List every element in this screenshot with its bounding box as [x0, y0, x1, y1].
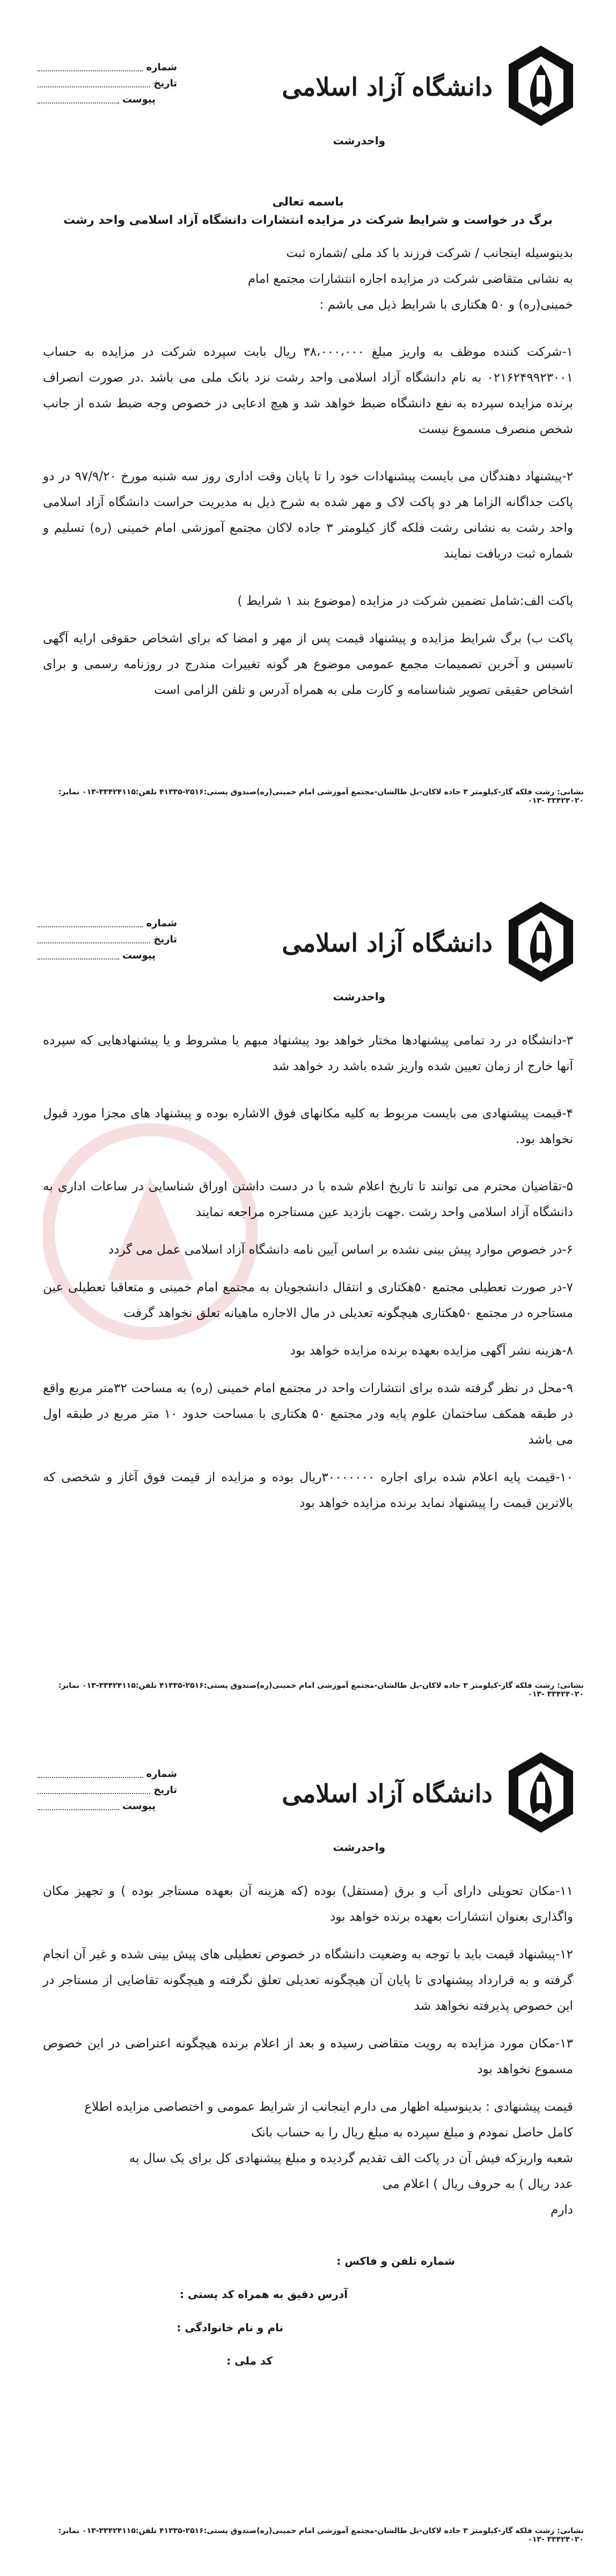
university-logo-icon [503, 43, 578, 129]
university-logo-icon [503, 899, 578, 985]
date-label: تاریخ [153, 933, 177, 945]
letter-body [43, 193, 573, 715]
letter-header [38, 1750, 578, 1857]
condition-item: ۵-تقاضیان محترم می توانند تا تاریخ اعلام شده با در دست داشتن اوراق شناسایی در ساعات اداری به دانشگاه آزاد اسلامی واحد رشت .جهت بازدید عین مستاجره مراجعه نمایند [43, 1180, 573, 1219]
address-label: آدرس دقیق به همراه کد پستی : [179, 2288, 348, 2301]
condition-item: ۶-در خصوص موارد پیش بینی نشده بر اساس آیین نامه دانشگاه آزاد اسلامی عمل می گردد [108, 1243, 573, 1257]
letter-header [38, 899, 578, 1006]
unit-name: واحدرشت [333, 1841, 385, 1854]
attachment-label: پیوست [122, 1800, 156, 1812]
number-label: شماره [146, 917, 177, 929]
date-label: تاریخ [153, 77, 177, 89]
condition-item: ۷-در صورت تعطیلی مجتمع ۵۰هکتاری و انتقال دانشجویان به مجتمع امام خمینی و متعاقبا تعطیلی عین مستاجره در مجتمع ۵۰هکتاری هیچگونه تعدیلی در مال الاجاره ماهیانه تعلق نخواهد گرفت [43, 1280, 573, 1320]
number-label: شماره [146, 61, 177, 73]
reference-box [38, 915, 177, 963]
condition-item: ۱۲-پیشنهاد قیمت باید با توجه به وضعیت دانشگاه در خصوص تعطیلی های پیش بینی شده و غیر آن انجام گرفته و به قرارداد پیشنهادی تا پایان آن هیچگونه تعدیلی تعلق نگرفته و هیچگونه تقاضایی از مستاجر در این خصوص پذیرفته نخواهد شد [43, 1948, 573, 2013]
condition-item: ۱۰-قیمت پایه اعلام شده برای اجاره ۳۰۰۰۰۰۰۰ریال بوده و مزایده از قیمت فوق آغاز و شخصی که بالاترین قیمت را پیشنهاد نماید برنده مزایده خواهد بود [43, 1470, 573, 1510]
offer-line: عدد ریال ) به حروف ریال ) اعلام می [382, 2177, 573, 2191]
offer-line: کامل حاصل نمودم و مبلغ سپرده به مبلغ ریال را به حساب بانک [251, 2126, 573, 2140]
condition-item: ۹-محل در نظر گرفته شده برای انتشارات واحد در مجتمع امام خمینی (ره) به مساحت ۳۲متر مربع واقع در طبقه همکف ساختمان علوم پایه ودر مجتمع ۵۰ هکتاری با مساحت حدود ۱۰ متر مربع در طبقه اول می باشد [43, 1381, 574, 1447]
intro-line: خمینی(ره) و ۵۰ هکتاری با شرایط ذیل می باشم : [319, 298, 573, 312]
condition-item: ۴-قیمت پیشنهادی می بایست مربوط به کلیه مکانهای فوق الاشاره بوده و پیشنهاد های مجزا مورد قبول نخواهد بود. [43, 1107, 573, 1146]
unit-name: واحدرشت [333, 134, 385, 147]
intro-line: به نشانی متقاضی شرکت در مزایده اجاره انتشارات مجتمع امام [247, 272, 573, 286]
letter-page-2 [0, 888, 616, 1736]
letter-body [43, 1028, 573, 1528]
envelope-b: پاکت ب) برگ شرایط مزایده و پیشنهاد قیمت پس از مهر و امضا که برای اشخاص حقوقی ارایه آگهی تاسیس و آخرین تصمیمات مجمع عمومی موضوع هر گونه تغییرات مندرج در روزنامه رسمی و برای اشخاص حقیقی تصویر شناسنامه و کارت ملی به همراه آدرس و تلفن الزامی است [43, 632, 573, 697]
intro-line: بدینوسیله اینجانب / شرکت فرزند با کد ملی /شماره ثبت [286, 246, 573, 260]
letter-salutation: باسمه تعالی [272, 195, 344, 209]
offer-line: شعبه واریزکه فیش آن در پاکت الف تقدیم گردیده و مبلغ پیشنهادی کل برای یک سال به [129, 2151, 573, 2165]
signature-block [43, 2244, 573, 2377]
letter-body [43, 1878, 573, 2377]
university-logo-icon [503, 1750, 578, 1835]
letter-header [38, 43, 578, 150]
unit-name: واحدرشت [333, 990, 385, 1003]
attachment-label: پیوست [122, 93, 156, 105]
condition-item: ۱۳-مکان مورد مزایده به رویت متقاضی رسیده و بعد از اعلام برنده هیچگونه اعتراضی در این خصوص مسموع نخواهد بود [43, 2037, 573, 2076]
university-name: دانشگاه آزاد اسلامی [282, 1779, 493, 1808]
letter-footer-address: نشانی: رشت فلکه گاز-کیلومتر ۳ جاده لاکان-بل طالشان-مجتمع آموزشی امام خمینی(ره)صندوق پستی:۲۵۱۶-۴۱۳۳۵ تلفن:۳۳۴۲۴۱۱۵-۰۱۳ نمابر: ۳۳۴۲۴۰۲۰ -۰۱۳ [58, 2527, 584, 2544]
offer-line: دارم [551, 2203, 573, 2217]
number-label: شماره [146, 1768, 177, 1780]
offer-line: قیمت پیشنهادی : بدینوسیله اظهار می دارم اینجانب از شرایط عمومی و اختصاصی مزایده اطلاع [84, 2100, 573, 2114]
national-id-label: کد ملی : [226, 2354, 273, 2367]
condition-item: ۲-پیشنهاد دهندگان می بایست پیشنهادات خود را تا پایان وقت اداری روز سه شنبه مورخ ۹۷/۹/۲۰ در دو پاکت جداگانه الزاما هر دو پاکت لاک و مهر شده به شرح ذیل به مدیریت حراست دانشگاه آزاد اسلامی واحد رشت به نشانی رشت فلکه گاز کیلومتر ۳ جاده لاکان مجتمع آموزشی امام خمینی (ره) تسلیم و شماره ثبت دریافت نمایند [43, 470, 573, 561]
letter-page-3 [0, 1739, 616, 2576]
reference-box [38, 59, 177, 107]
full-name-label: نام و نام خانوادگی : [177, 2321, 283, 2334]
attachment-label: پیوست [122, 949, 156, 961]
envelope-a: پاکت الف:شامل تضمین شرکت در مزایده (موضوع بند ۱ شرایط ) [237, 594, 573, 608]
letter-footer-address: نشانی: رشت فلکه گاز-کیلومتر ۳ جاده لاکان-بل طالشان-مجتمع آموزشی امام خمینی(ره)صندوق پستی:۲۵۱۶-۴۱۳۳۵ تلفن:۳۳۴۲۴۱۱۵-۰۱۳ نمابر: ۳۳۴۲۴۰۲۰ -۰۱۳ [58, 788, 584, 805]
phone-fax-label: شماره تلفن و فاکس : [336, 2255, 455, 2267]
letter-title: برگ در خواست و شرایط شرکت در مزایده انتشارات دانشگاه آزاد اسلامی واحد رشت [63, 214, 553, 227]
university-name: دانشگاه آزاد اسلامی [282, 928, 493, 957]
condition-item: ۳-دانشگاه در رد تمامی پیشنهادها مختار خواهد بود پیشنهاد مبهم یا مشروط و یا پیشنهادهایی که سپرده آنها خارج از زمان تعیین شده واریز شده باشد رد خواهد شد [43, 1034, 573, 1073]
letter-page-1 [0, 0, 616, 837]
condition-item: ۱-شرکت کننده موظف به واریز مبلغ ۳۸،۰۰۰،۰۰۰ ریال بابت سپرده شرکت در مزایده به حساب ۰۲۱۶۲۴۹۹۲۳۰۰۱ به نام دانشگاه آزاد اسلامی واحد رشت نزد بانک ملی می باشد .در صورت انصراف برنده مزایده سپرده به نفع دانشگاه ضبط خواهد شد و هیچ ادعایی در خصوص وجه ضبط شده از جانب شخص منصرف مسموع نیست [43, 345, 573, 436]
letter-footer-address: نشانی: رشت فلکه گاز-کیلومتر ۳ جاده لاکان-بل طالشان-مجتمع آموزشی امام خمینی(ره)صندوق پستی:۲۵۱۶-۴۱۳۳۵ تلفن:۳۳۴۲۴۱۱۵-۰۱۳ نمابر: ۳۳۴۲۴۰۲۰ -۰۱۳ [58, 1681, 584, 1699]
date-label: تاریخ [153, 1784, 177, 1796]
condition-item: ۸-هزینه نشر آگهی مزایده بعهده برنده مزایده خواهد بود [290, 1344, 573, 1358]
condition-item: ۱۱-مکان تحویلی دارای آب و برق (مستقل) بوده (که هزینه آن بعهده مستاجر بوده ) و تجهیز مکان واگذاری بعنوان انتشارات بعهده برنده خواهد بود [43, 1884, 573, 1924]
reference-box [38, 1766, 177, 1814]
university-name: دانشگاه آزاد اسلامی [282, 72, 493, 101]
